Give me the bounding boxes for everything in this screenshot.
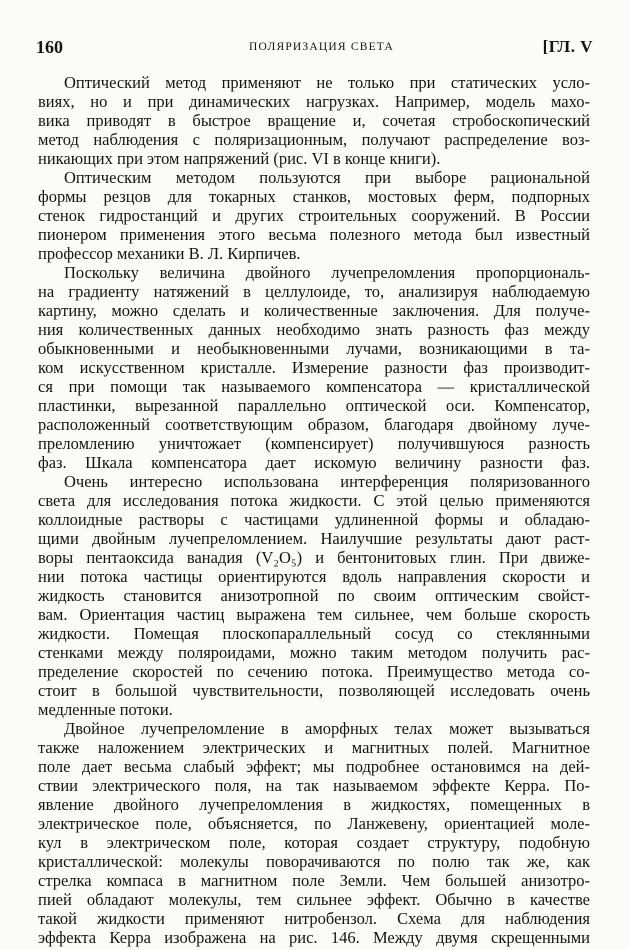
- text-line: преломлению уничтожает (компенсирует) получившуюся разность: [38, 434, 590, 453]
- text-line: Поскольку величина двойного лучепреломления пропорциональ-: [64, 263, 590, 282]
- text-line: вика приводят в быстрое вращение и, сочетая стробоскопический: [38, 111, 590, 130]
- text-line: ся при помощи так называемого компенсатора — кристаллической: [38, 377, 590, 396]
- running-title: ПОЛЯРИЗАЦИЯ СВЕТА: [249, 41, 394, 53]
- text-line: на градиенту натяжений в целлулоиде, то, анализируя наблюдаемую: [38, 282, 590, 301]
- text-line: картину, можно сделать и количественные заключения. Для получе-: [38, 301, 590, 320]
- text-line: жидкости. Помещая плоскопараллельный сосуд со стеклянными: [38, 624, 590, 643]
- text-line: поле дает весьма слабый эффект; мы подробнее остановимся на дей-: [38, 757, 590, 776]
- text-line: щими двойным лучепреломлением. Наилучшие результаты дают раст-: [38, 529, 590, 548]
- text-line: воры пентаоксида ванадия (V₂O₅) и бентонитовых глин. При движе-: [38, 548, 590, 567]
- paragraph-1: [38, 73, 590, 168]
- text-line: пионером применения этого весьма полезного метода был известный: [38, 225, 590, 244]
- text-line: обыкновенными и необыкновенными лучами, возникающими в та-: [38, 339, 590, 358]
- text-line: Очень интересно использована интерференция поляризованного: [64, 472, 590, 491]
- text-line: метод наблюдения с поляризационным, получают распределение воз-: [38, 130, 590, 149]
- text-line: фаз. Шкала компенсатора дает искомую величину разности фаз.: [38, 453, 590, 472]
- paragraph-2: [38, 168, 590, 263]
- text-line: жидкость становится анизотропной по своим оптическим свойст-: [38, 586, 590, 605]
- text-line: пластинки, вырезанной параллельно оптической оси. Компенсатор,: [38, 396, 590, 415]
- text-line: расположенный соответствующим образом, благодаря двойному луче-: [38, 415, 590, 434]
- text-line: стоит в большой чувствительности, позволяющей исследовать очень: [38, 681, 590, 700]
- text-line: пределение скоростей по сечению потока. Преимущество метода со-: [38, 662, 590, 681]
- text-line: такой жидкости применяют нитробензол. Схема для наблюдения: [38, 909, 590, 928]
- chapter-marker: [ГЛ. V: [542, 37, 593, 56]
- text-line: формы резцов для токарных станков, мостовых ферм, подпорных: [38, 187, 590, 206]
- paragraph-5: [38, 719, 590, 947]
- text-line: ком искусственном кристалле. Измерение разности фаз производит-: [38, 358, 590, 377]
- text-line: эффекта Керра изображена на рис. 146. Между двумя скрещенными: [38, 928, 590, 947]
- text-line: ния количественных данных необходимо знать разность фаз между: [38, 320, 590, 339]
- text-line: медленные потоки.: [38, 700, 173, 719]
- text-line: явление двойного лучепреломления в жидкостях, помещенных в: [38, 795, 590, 814]
- text-line: кристаллической: молекулы поворачиваются по полю так же, как: [38, 852, 590, 871]
- body-text: [38, 73, 590, 947]
- text-line: никающих при этом напряжений (рис. VI в конце книги).: [38, 149, 441, 168]
- text-line: нии потока частицы ориентируются вдоль направления скорости и: [38, 567, 590, 586]
- text-line: ствии электрического поля, на так называемом эффекте Керра. По-: [38, 776, 590, 795]
- text-line: кул в электрическом поле, которая создает структуру, подобную: [38, 833, 590, 852]
- paragraph-3: [38, 263, 590, 472]
- text-line: стенок гидростанций и других строительных сооружений. В России: [38, 206, 590, 225]
- text-line: стенками между поляроидами, можно таким методом получить рас-: [38, 643, 590, 662]
- text-line: профессор механики В. Л. Кирпичев.: [38, 244, 301, 263]
- text-line: пией обладают молекулы, тем сильнее эффект. Обычно в качестве: [38, 890, 590, 909]
- text-line: Оптический метод применяют не только при статических усло-: [64, 73, 590, 92]
- paragraph-4: [38, 472, 590, 719]
- text-line: виях, но и при динамических нагрузках. Например, модель махо-: [38, 92, 590, 111]
- text-line: электрическое поле, объясняется, по Ланжевену, ориентацией моле-: [38, 814, 590, 833]
- text-line: также наложением электрических и магнитных полей. Магнитное: [38, 738, 590, 757]
- text-line: коллоидные растворы с частицами удлиненной формы и обладаю-: [38, 510, 590, 529]
- text-line: вам. Ориентация частиц выражена тем сильнее, чем больше скорость: [38, 605, 590, 624]
- page-number: 160: [36, 37, 63, 57]
- text-line: света для исследования потока жидкости. С этой целью применяются: [38, 491, 590, 510]
- text-line: Оптическим методом пользуются при выборе рациональной: [64, 168, 590, 187]
- text-line: стрелка компаса в магнитном поле Земли. Чем большей анизотро-: [38, 871, 590, 890]
- text-line: Двойное лучепреломление в аморфных телах может вызываться: [64, 719, 590, 738]
